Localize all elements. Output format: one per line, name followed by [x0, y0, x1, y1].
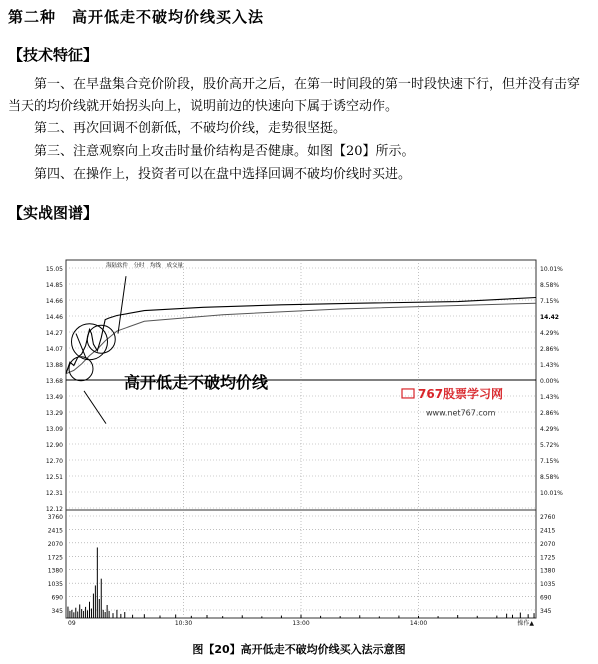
volume-tick-label-right: 2760	[540, 514, 556, 521]
volume-tick-label: 345	[51, 608, 63, 615]
price-tick-label: 12.70	[45, 458, 63, 465]
volume-tick-label-right: 690	[540, 594, 552, 602]
price-tick-label: 12.31	[45, 490, 63, 497]
section-heading-features: 【技术特征】	[8, 46, 99, 64]
price-tick-label: 13.09	[45, 426, 63, 433]
pct-tick-label: 7.15%	[540, 458, 560, 465]
price-tick-label: 13.88	[45, 362, 63, 369]
paragraph-4: 第四、在操作上，投资者可以在盘中选择回调不破均价线时买进。	[34, 167, 412, 182]
volume-tick-label: 1725	[47, 554, 63, 562]
time-tick-label: 10:30	[174, 620, 193, 627]
volume-tick-label: 2415	[47, 527, 63, 535]
volume-tick-label: 3760	[47, 514, 63, 521]
volume-tick-label: 1380	[47, 567, 63, 575]
pct-tick-label: 10.01%	[540, 266, 563, 273]
price-tick-label: 13.49	[45, 394, 63, 401]
volume-tick-label-right: 2070	[540, 540, 556, 548]
price-tick-label: 12.12	[45, 506, 63, 513]
paragraph-3: 第三、注意观察向上攻击时量价结构是否健康。如图【20】所示。	[34, 144, 415, 159]
pct-tick-label: 5.72%	[540, 442, 560, 449]
price-tick-label: 12.51	[45, 474, 63, 481]
volume-tick-label-right: 1380	[540, 567, 556, 575]
time-tick-label: 13:00	[292, 620, 310, 627]
last-price-label: 14.42	[540, 314, 559, 321]
watermark-url: www.net767.com	[426, 408, 496, 418]
chart-header: 海陆软件 分时 均线 成交量	[106, 263, 184, 269]
volume-tick-label: 1035	[47, 581, 63, 589]
pct-tick-label: 8.58%	[540, 474, 560, 481]
watermark-logo-icon	[402, 389, 414, 398]
watermark-site: 767股票学习网	[418, 386, 504, 401]
price-tick-label: 15.05	[45, 266, 63, 273]
price-tick-label: 14.07	[45, 346, 63, 353]
pct-tick-label: 0.00%	[540, 378, 560, 385]
chart-frame	[66, 260, 536, 618]
volume-tick-label: 2070	[47, 540, 63, 548]
pct-tick-label: 1.43%	[540, 362, 560, 369]
pct-tick-label: 2.86%	[540, 410, 560, 417]
operation-label: 操作▲	[517, 620, 534, 627]
price-tick-label: 14.27	[45, 330, 63, 337]
paragraph-2: 第二、再次回调不创新低，不破均价线，走势很坚挺。	[34, 121, 347, 136]
annotation-circle	[69, 357, 93, 381]
time-tick-label: 14:00	[409, 620, 428, 627]
annotation-arrow	[118, 276, 126, 333]
volume-tick-label-right: 345	[540, 608, 552, 615]
section-heading-chart: 【实战图谱】	[8, 204, 99, 222]
pct-tick-label: 10.01%	[540, 490, 563, 497]
volume-tick-label-right: 1035	[540, 581, 556, 589]
intraday-chart	[34, 250, 580, 635]
paragraph-1: 第一、在早盘集合竞价阶段，股价高开之后，在第一时间段的第一时段快速下行，但并没有击穿当天的均价线就开始拐头向上，说明前边的快速向下属于诱空动作。	[8, 77, 581, 114]
pct-tick-label: 2.86%	[540, 346, 560, 353]
pct-tick-label: 4.29%	[540, 426, 560, 433]
price-tick-label: 14.46	[45, 314, 63, 321]
volume-tick-label-right: 1725	[540, 554, 556, 562]
figure-caption: 图【20】高开低走不破均价线买入法示意图	[192, 643, 406, 656]
page-title: 第二种 高开低走不破均价线买入法	[8, 8, 265, 26]
pct-tick-label: 1.43%	[540, 394, 560, 401]
pct-tick-label: 7.15%	[540, 298, 560, 305]
price-tick-label: 14.85	[45, 282, 63, 289]
price-tick-label: 13.29	[45, 410, 63, 417]
price-tick-label: 14.66	[45, 298, 63, 305]
chart-svg	[34, 250, 580, 635]
pct-tick-label: 4.29%	[540, 330, 560, 337]
volume-tick-label: 690	[51, 594, 63, 602]
chart-annotation-text: 高开低走不破均价线	[124, 372, 269, 392]
price-tick-label: 13.68	[45, 378, 63, 385]
time-tick-label: 09	[68, 620, 76, 627]
volume-tick-label-right: 2415	[540, 527, 556, 535]
pct-tick-label: 8.58%	[540, 282, 560, 289]
price-tick-label: 12.90	[45, 442, 63, 449]
